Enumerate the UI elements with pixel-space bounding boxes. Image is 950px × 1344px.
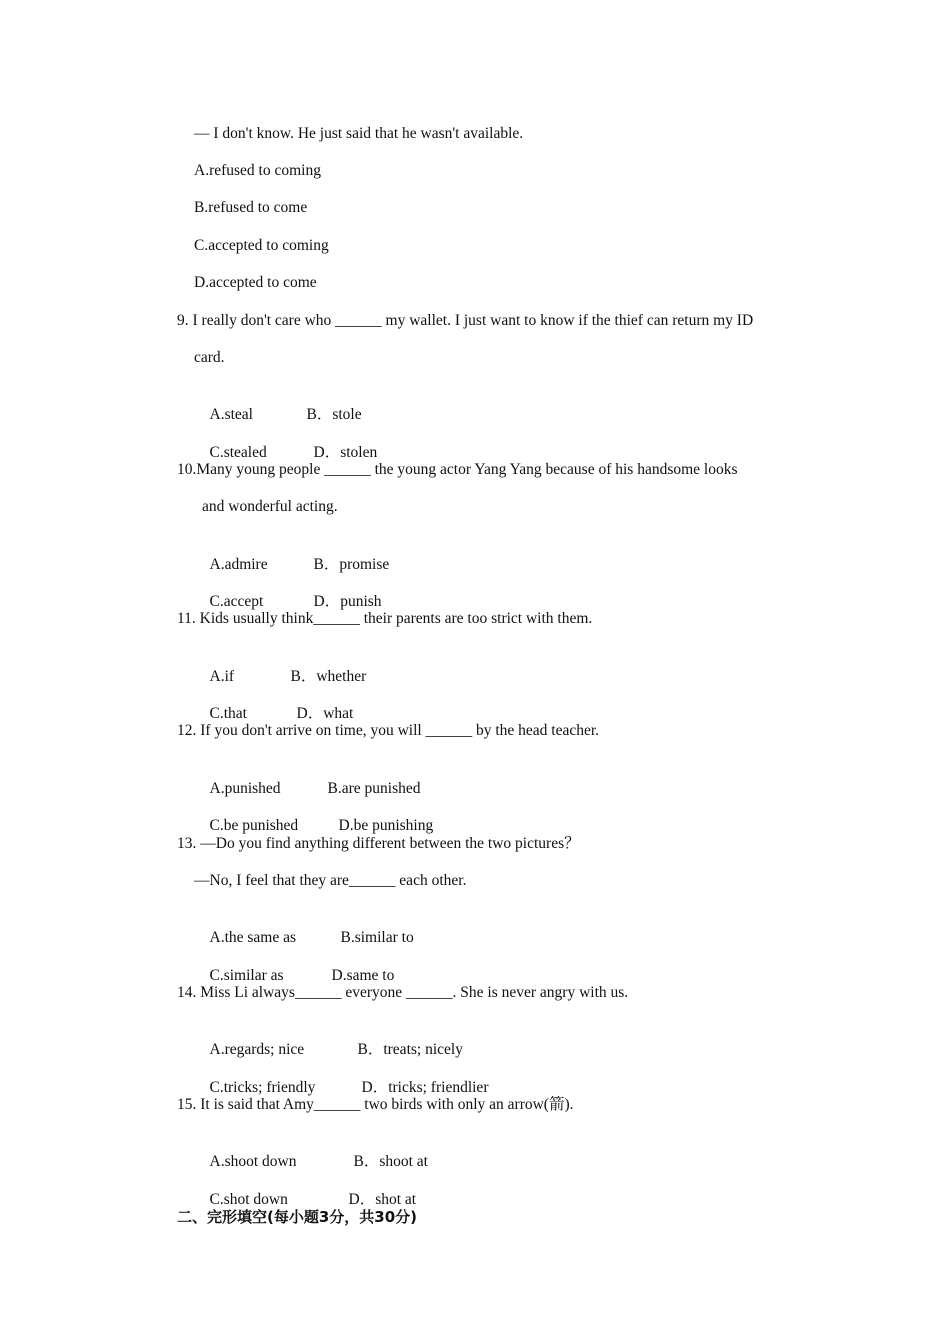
q13-stem: 13. —Do you find anything different between the two pictures？ <box>177 835 580 852</box>
q14-option-a: A.regards; nice <box>209 1041 305 1058</box>
q9-stem-cont: card. <box>194 349 225 366</box>
q11-option-a: A.if <box>209 668 235 685</box>
q15-stem: 15. It is said that Amy______ two birds with only an arrow(箭). <box>177 1096 574 1113</box>
q14-option-b: B．treats; nicely <box>357 1041 463 1058</box>
q13-option-a: A.the same as <box>209 929 297 946</box>
q13-option-d: D.same to <box>331 967 395 984</box>
q9-option-c: C.stealed <box>209 444 267 461</box>
q8-option-d: D.accepted to come <box>194 274 317 291</box>
q9-option-d: D．stolen <box>313 444 378 461</box>
q8-reply-line: — I don't know. He just said that he wasn't available. <box>194 125 524 142</box>
q8-option-b: B.refused to come <box>194 199 308 216</box>
q12-option-b: B.are punished <box>327 780 421 797</box>
q11-option-d: D．what <box>296 705 354 722</box>
q12-option-c: C.be punished <box>209 817 299 834</box>
q15-option-c: C.shot down <box>209 1191 288 1208</box>
q8-option-c: C.accepted to coming <box>194 237 329 254</box>
q13-option-b: B.similar to <box>340 929 414 946</box>
q9-stem: 9. I really don't care who ______ my wallet. I just want to know if the thief can return my ID <box>177 312 754 329</box>
q12-stem: 12. If you don't arrive on time, you will ______ by the head teacher. <box>177 722 600 739</box>
q14-option-c: C.tricks; friendly <box>209 1079 316 1096</box>
q11-option-c: C.that <box>209 705 247 722</box>
q9-option-b: B．stole <box>306 406 362 423</box>
q10-option-b: B．promise <box>313 556 390 573</box>
section2-heading: 二、完形填空(每小题3分，共30分) <box>177 1208 418 1226</box>
q15-option-b: B．shoot at <box>353 1153 428 1170</box>
q11-option-b: B．whether <box>290 668 367 685</box>
q10-option-c: C.accept <box>209 593 264 610</box>
q9-option-a: A.steal <box>209 406 253 423</box>
q10-stem-cont: and wonderful acting. <box>202 498 338 515</box>
q12-option-a: A.punished <box>209 780 281 797</box>
q10-stem: 10.Many young people ______ the young actor Yang Yang because of his handsome looks <box>177 461 738 478</box>
q15-option-a: A.shoot down <box>209 1153 297 1170</box>
q13-stem-cont: —No, I feel that they are______ each other. <box>194 872 467 889</box>
q8-option-a: A.refused to coming <box>194 162 321 179</box>
q10-option-d: D．punish <box>313 593 382 610</box>
q15-option-d: D．shot at <box>348 1191 417 1208</box>
q14-option-d: D．tricks; friendlier <box>361 1079 489 1096</box>
q14-stem: 14. Miss Li always______ everyone ______. She is never angry with us. <box>177 984 629 1001</box>
q12-option-d: D.be punishing <box>338 817 434 834</box>
q10-option-a: A.admire <box>209 556 268 573</box>
q13-option-c: C.similar as <box>209 967 284 984</box>
q11-stem: 11. Kids usually think______ their parents are too strict with them. <box>177 610 593 627</box>
